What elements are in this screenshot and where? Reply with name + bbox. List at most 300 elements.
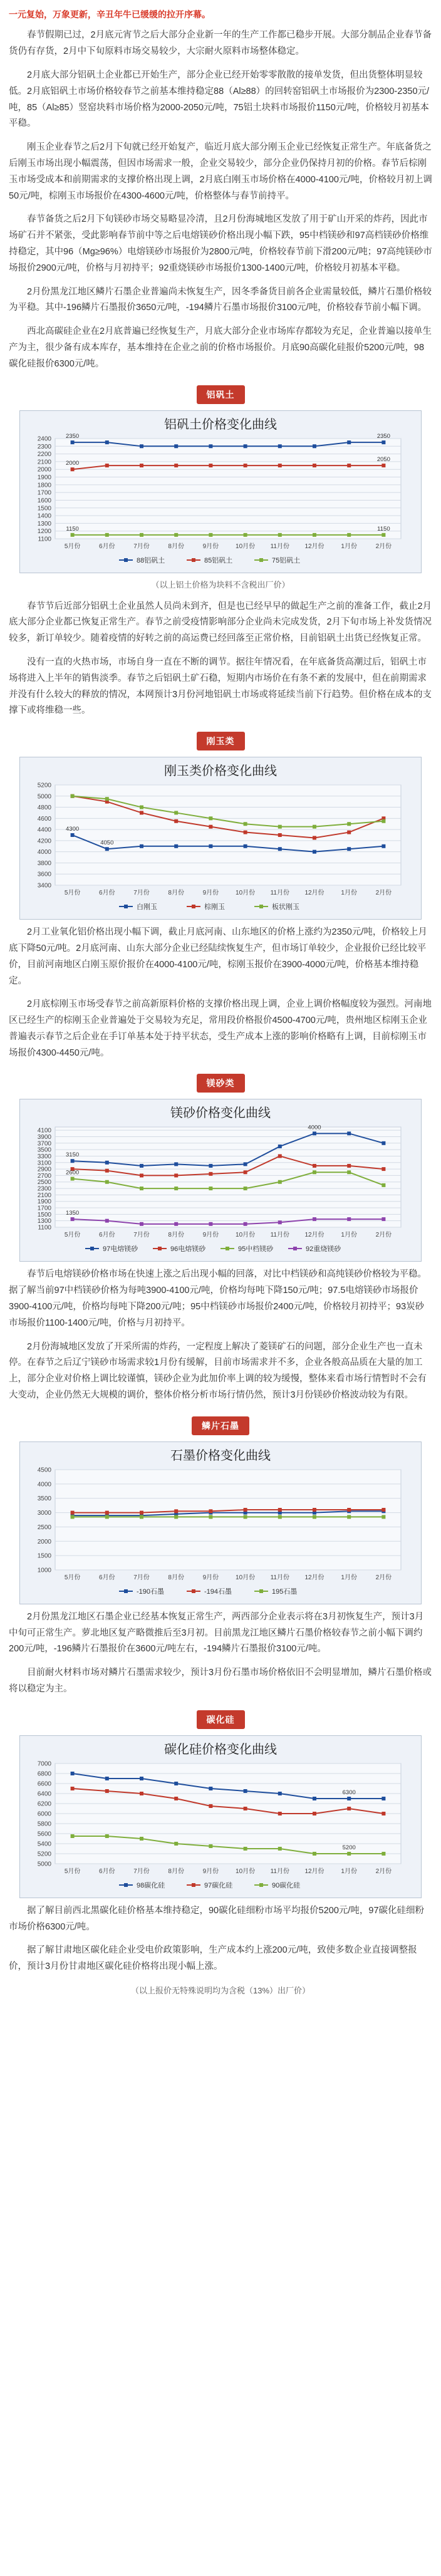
data-point — [381, 1183, 385, 1187]
legend-label: 95中档镁砂 — [238, 1245, 274, 1254]
data-point — [209, 1164, 212, 1168]
data-point — [105, 1510, 109, 1514]
chart-note: （以上铝土价格为块料不含税出厂价） — [151, 579, 290, 589]
data-point — [105, 1834, 109, 1838]
x-tick-label: 2月份 — [375, 543, 392, 550]
y-tick-label: 1500 — [37, 1212, 51, 1219]
y-tick-label: 3400 — [37, 882, 51, 890]
legend-label: 92重烧镁砂 — [306, 1245, 341, 1254]
data-point — [278, 833, 282, 837]
data-point — [140, 1837, 143, 1841]
price-chart-2 — [20, 757, 421, 919]
data-point — [71, 1510, 75, 1514]
y-tick-label: 5000 — [37, 793, 51, 801]
data-label: 6300 — [342, 1789, 356, 1796]
legend-marker — [124, 1883, 128, 1887]
legend-label: 90碳化硅 — [272, 1881, 301, 1889]
legend-marker — [124, 905, 128, 908]
data-point — [105, 1180, 109, 1184]
section-tag: 铝矾土 — [197, 385, 245, 404]
data-point — [347, 1132, 351, 1136]
x-tick-label: 11月份 — [270, 543, 289, 550]
legend-label: 195石墨 — [272, 1587, 298, 1596]
data-point — [313, 1132, 316, 1136]
legend-label: 75铝矾土 — [272, 556, 301, 564]
x-tick-label: 12月份 — [304, 890, 324, 897]
data-point — [140, 444, 143, 448]
data-point — [140, 1792, 143, 1795]
y-tick-label: 5000 — [37, 1861, 51, 1868]
price-chart-4 — [20, 1442, 421, 1604]
price-chart-5 — [20, 1736, 421, 1898]
data-point — [381, 1797, 385, 1800]
x-tick-label: 5月份 — [64, 543, 81, 550]
data-point — [209, 444, 212, 448]
data-point — [174, 844, 178, 848]
x-tick-label: 5月份 — [64, 1867, 81, 1875]
legend-label: 白刚玉 — [137, 903, 157, 911]
data-point — [105, 532, 109, 536]
data-point — [174, 532, 178, 536]
data-point — [278, 1145, 282, 1148]
x-tick-label: 5月份 — [64, 890, 81, 897]
data-label: 4050 — [100, 839, 114, 847]
x-tick-label: 6月份 — [99, 890, 115, 897]
y-tick-label: 1800 — [37, 481, 51, 489]
data-point — [209, 816, 212, 820]
data-point — [209, 1172, 212, 1176]
x-tick-label: 8月份 — [168, 543, 184, 550]
data-point — [105, 440, 109, 444]
intro-paragraph-5: 2月份黑龙江地区鳞片石墨企业普遍尚未恢复生产，因冬季备货目前各企业需量较低，鳞片石墨价格较为平稳。其中-196鳞片石墨报价3650元/吨，-194鳞片石墨市场报价3100元/吨，价格较春节前小幅下调。 — [9, 286, 432, 313]
data-point — [209, 532, 212, 536]
x-tick-label: 9月份 — [202, 543, 219, 550]
x-tick-label: 8月份 — [168, 1574, 184, 1581]
x-tick-label: 5月份 — [64, 1574, 81, 1581]
data-point — [278, 1515, 282, 1519]
data-point — [71, 1772, 75, 1775]
data-point — [209, 844, 212, 848]
x-tick-label: 11月份 — [270, 1867, 289, 1875]
y-tick-label: 1700 — [37, 1205, 51, 1213]
legend-marker — [124, 558, 128, 562]
section-paragraph: 2月工业氧化铝价格出现小幅下调，截止月底河南、山东地区的价格上涨约为2350元/吨，价格较上月底下降50元/吨。2月底河南、山东大部分企业已经陆续恢复生产，但市场订单较少，企业报价已经比较平价，目前河南地区白刚玉原价报价在4000-4100元/吨，棕刚玉报价在3900-4000元/吨，价格基本维持稳定。 — [9, 927, 427, 986]
x-tick-label: 8月份 — [168, 890, 184, 897]
data-point — [313, 1812, 316, 1815]
y-tick-label: 2100 — [37, 458, 51, 465]
section-tag: 鳞片石墨 — [192, 1416, 249, 1435]
data-point — [174, 819, 178, 823]
data-point — [174, 464, 178, 467]
section-paragraph: 目前耐火材料市场对鳞片石墨需求较少，预计3月份石墨市场价格依旧不会明显增加，鳞片石墨价格或将以稳定为主。 — [9, 1668, 432, 1695]
y-tick-label: 4400 — [37, 826, 51, 834]
data-point — [313, 1508, 316, 1512]
legend-marker — [293, 1247, 297, 1250]
data-point — [278, 1180, 282, 1184]
legend-marker — [192, 1883, 195, 1887]
data-point — [140, 1510, 143, 1514]
data-point — [140, 1222, 143, 1226]
data-point — [71, 467, 75, 471]
data-point — [381, 1218, 385, 1222]
x-tick-label: 11月份 — [270, 1232, 289, 1239]
x-tick-label: 2月份 — [375, 1574, 392, 1581]
data-point — [381, 464, 385, 467]
y-tick-label: 1500 — [37, 504, 51, 512]
data-label: 2000 — [66, 459, 80, 467]
data-point — [71, 1218, 75, 1222]
data-point — [209, 1787, 212, 1790]
data-point — [174, 1222, 178, 1226]
data-point — [313, 850, 316, 854]
y-tick-label: 2400 — [37, 435, 51, 443]
x-tick-label: 7月份 — [133, 1232, 150, 1239]
section-paragraph: 春节节后近部分铝矾土企业虽然人员尚未到齐，但是也已经早早的做起生产之前的准备工作，截止2月底大部分企业都已恢复正常生产。春节之前受疫情影响部分企业尚未完成发货，2月下旬市场上补发货情况较多，新订单较少。随着疫情的好转之前的高运费已经回落至正常价格，目前铝矾土出货已经恢复正常。 — [9, 601, 432, 644]
data-point — [105, 464, 109, 467]
data-point — [278, 1812, 282, 1815]
data-point — [209, 1844, 212, 1848]
data-point — [278, 825, 282, 829]
x-tick-label: 1月份 — [341, 543, 357, 550]
y-tick-label: 1000 — [37, 1567, 51, 1574]
data-point — [347, 1508, 351, 1512]
section-paragraph: 2月底棕刚玉市场受春节之前高新原料价格的支撑价格出现上调，企业上调价格幅度较为强烈。河南地区已经生产的棕刚玉企业普遍处于交易较为充足，常用段价格报价4500-4700元/吨，贵州地区棕刚玉企业普遍表示春节之后企业在手订单基本处于持平状态，受生产成本上涨的影响价格略有上调，目前棕刚玉市场报价4300-4450元/吨。 — [9, 999, 432, 1058]
data-point — [313, 464, 316, 467]
data-point — [71, 1834, 75, 1838]
data-point — [140, 811, 143, 815]
y-tick-label: 5200 — [37, 782, 51, 789]
data-point — [174, 1187, 178, 1191]
chart-container — [19, 1735, 422, 1898]
y-tick-label: 2300 — [37, 1186, 51, 1193]
data-point — [140, 532, 143, 536]
data-point — [278, 1508, 282, 1512]
x-tick-label: 1月份 — [341, 1232, 357, 1239]
data-point — [278, 444, 282, 448]
y-tick-label: 2700 — [37, 1173, 51, 1180]
y-tick-label: 3800 — [37, 860, 51, 868]
chart-container — [19, 410, 422, 573]
data-point — [347, 831, 351, 834]
data-point — [105, 1219, 109, 1223]
data-point — [244, 1515, 247, 1519]
y-tick-label: 2500 — [37, 1179, 51, 1187]
data-point — [381, 1168, 385, 1171]
data-point — [244, 444, 247, 448]
data-point — [347, 532, 351, 536]
x-tick-label: 12月份 — [304, 1574, 324, 1581]
data-point — [347, 1515, 351, 1519]
x-tick-label: 11月份 — [270, 1574, 289, 1581]
x-tick-label: 1月份 — [341, 1867, 357, 1875]
data-point — [244, 822, 247, 826]
data-point — [244, 1789, 247, 1793]
y-tick-label: 2000 — [37, 466, 51, 474]
chart-title: 镁砂价格变化曲线 — [170, 1106, 271, 1121]
x-tick-label: 6月份 — [99, 1867, 115, 1875]
y-tick-label: 4200 — [37, 838, 51, 845]
x-tick-label: 10月份 — [236, 890, 256, 897]
data-point — [174, 1797, 178, 1800]
legend-marker — [124, 1589, 128, 1593]
data-point — [381, 1508, 385, 1512]
data-point — [347, 847, 351, 851]
y-tick-label: 4800 — [37, 804, 51, 812]
y-tick-label: 2900 — [37, 1166, 51, 1174]
section-tag-row — [0, 1074, 441, 1093]
data-point — [105, 797, 109, 801]
intro-paragraph-6: 西北高碳硅企业在2月底普遍已经恢复生产，月底大部分企业市场库存都较为充足，企业普遍以接单生产为主，很少备有成本库存，基本维持在企业之前的价格市场报价。月底90高碳化硅报价5200元/吨，98碳化硅报价6300元/吨。 — [9, 326, 432, 369]
section-tag-row — [0, 1416, 441, 1435]
data-point — [381, 440, 385, 444]
data-point — [244, 464, 247, 467]
data-point — [347, 440, 351, 444]
data-point — [313, 1171, 316, 1175]
data-point — [278, 847, 282, 851]
y-tick-label: 1600 — [37, 497, 51, 504]
plot-area — [55, 439, 401, 539]
legend-marker — [158, 1247, 162, 1250]
data-label: 1150 — [66, 525, 79, 532]
data-point — [105, 1515, 109, 1519]
y-tick-label: 5400 — [37, 1841, 51, 1848]
data-point — [278, 464, 282, 467]
legend-label: 棕刚玉 — [204, 903, 225, 911]
data-point — [105, 1777, 109, 1780]
data-point — [71, 1515, 75, 1519]
y-tick-label: 1100 — [38, 1224, 51, 1232]
y-tick-label: 1300 — [37, 520, 51, 527]
data-point — [209, 1187, 212, 1191]
y-tick-label: 5200 — [37, 1851, 51, 1858]
y-tick-label: 6600 — [37, 1780, 51, 1788]
data-point — [313, 825, 316, 829]
price-chart-3 — [20, 1099, 421, 1261]
data-point — [244, 1508, 247, 1512]
data-label: 2350 — [66, 432, 80, 440]
x-tick-label: 12月份 — [304, 1232, 324, 1239]
x-tick-label: 9月份 — [202, 890, 219, 897]
section-tag: 刚玉类 — [197, 732, 245, 750]
data-point — [174, 1174, 178, 1178]
data-point — [105, 1169, 109, 1173]
intro-paragraph-1: 春节假期已过，2月底元宵节之后大部分企业新一年的生产工作都已稳步开展。大部分制品企业春节备货仍有存货，2月中下旬原料市场交易较少，大宗耐火原料市场整体稳定。 — [9, 30, 432, 57]
x-tick-label: 7月份 — [133, 890, 150, 897]
footer-note: （以上报价无特殊说明均为含税（13%）出厂价） — [130, 1986, 311, 1996]
legend-label: 96电熔镁砂 — [170, 1245, 206, 1254]
data-point — [313, 444, 316, 448]
data-point — [313, 1797, 316, 1800]
data-point — [140, 464, 143, 467]
data-point — [71, 833, 75, 837]
y-tick-label: 2500 — [37, 1524, 51, 1531]
x-tick-label: 1月份 — [341, 890, 357, 897]
data-point — [313, 1218, 316, 1222]
y-tick-label: 6400 — [37, 1790, 51, 1798]
x-tick-label: 10月份 — [236, 1867, 256, 1875]
legend-marker — [192, 1589, 195, 1593]
y-tick-label: 5600 — [37, 1831, 51, 1838]
y-tick-label: 3500 — [37, 1495, 51, 1503]
data-point — [347, 1852, 351, 1856]
data-label: 1150 — [377, 525, 390, 532]
y-tick-label: 6800 — [37, 1770, 51, 1778]
data-point — [140, 1174, 143, 1178]
x-tick-label: 6月份 — [99, 1574, 115, 1581]
data-point — [244, 1807, 247, 1810]
y-tick-label: 3300 — [37, 1153, 51, 1161]
data-point — [105, 1789, 109, 1793]
y-tick-label: 4000 — [37, 849, 51, 856]
x-tick-label: 2月份 — [375, 1867, 392, 1875]
x-tick-label: 6月份 — [99, 1232, 115, 1239]
data-point — [278, 532, 282, 536]
x-tick-label: 10月份 — [236, 1574, 256, 1581]
x-tick-label: 8月份 — [168, 1867, 184, 1875]
chart-container — [19, 1099, 422, 1262]
data-point — [140, 1515, 143, 1519]
data-point — [209, 1509, 212, 1513]
data-point — [140, 1777, 143, 1780]
chart-container — [19, 1441, 422, 1604]
y-tick-label: 4500 — [37, 1467, 51, 1474]
y-tick-label: 1400 — [37, 512, 51, 520]
data-point — [244, 831, 247, 834]
y-tick-label: 7000 — [37, 1760, 51, 1768]
data-point — [209, 464, 212, 467]
section-paragraph: 没有一直的火热市场，市场自身一直在不断的调节。据往年情况看，在年底备货高潮过后，铝矾土市场将进入上半年的销售淡季。春节之后铝矾土矿石稳，短期内市场价在有条不紊的发展中，但在前期需求并没有什么较大的释放的情况，本网预计3月份河地铝矾土市场或将延续当前下行趋势。但价格在成本的支撑下或将维稳一些。 — [9, 657, 432, 716]
chart-title: 石墨价格变化曲线 — [170, 1448, 271, 1463]
y-tick-label: 4600 — [37, 815, 51, 823]
x-tick-label: 2月份 — [375, 890, 392, 897]
data-point — [244, 1847, 247, 1851]
y-tick-label: 2100 — [37, 1192, 51, 1200]
legend-marker — [259, 1883, 263, 1887]
data-label: 4300 — [66, 826, 80, 833]
section-paragraph: 据了解目前西北黑碳化硅价格基本维持稳定，90碳化硅细粉市场平均报价5200元/吨，97碳化硅细粉市场价格6300元/吨。 — [9, 1905, 425, 1932]
y-tick-label: 3100 — [37, 1160, 51, 1167]
price-chart-1 — [20, 411, 421, 573]
data-point — [278, 1155, 282, 1158]
data-point — [381, 1515, 385, 1519]
x-tick-label: 9月份 — [202, 1574, 219, 1581]
data-point — [313, 532, 316, 536]
x-tick-label: 9月份 — [202, 1867, 219, 1875]
data-point — [313, 1164, 316, 1168]
data-label: 2350 — [376, 432, 390, 440]
legend-marker — [226, 1247, 229, 1250]
y-tick-label: 3500 — [37, 1147, 51, 1155]
intro-section — [0, 28, 441, 372]
chart-container — [19, 757, 422, 920]
data-point — [381, 1812, 385, 1815]
legend-marker — [192, 905, 195, 908]
data-point — [105, 1161, 109, 1165]
chart-title: 刚玉类价格变化曲线 — [164, 764, 277, 779]
y-tick-label: 1500 — [37, 1552, 51, 1560]
data-point — [381, 1852, 385, 1856]
section-paragraph: 2月份黑龙江地区石墨企业已经基本恢复正常生产，两西部分企业表示将在3月初恢复生产，预计3月中旬可正常生产。萝北地区复产略微推后至3月初。目前黑龙江地区鳞片石墨价格较春节之前小幅下调约200元/吨，-196鳞片石墨报价在3600元/吨左右，-194鳞片石墨报价3100元/吨。 — [9, 1611, 424, 1654]
intro-paragraph-4: 春节备货之后2月下旬镁砂市场交易略显冷清，且2月份海城地区发放了用于矿山开采的炸药，因此市场矿石并不紧张，受此影响春节前中等之后电熔镁砂价格出现小幅下跌，95中档镁砂和97高档镁砂价格维持稳定，其中96（Mg≥96%）电熔镁砂市场报价为2800元/吨，价格较春节前下滑200元/吨；97高纯镁砂市场报价2900元/吨，价格与月初持平；92重烧镁砂市场报价1300-1400元/吨，价格较月初基本平稳。 — [9, 214, 432, 273]
y-tick-label: 1900 — [37, 1198, 51, 1206]
data-point — [174, 811, 178, 815]
legend-marker — [192, 558, 195, 562]
data-point — [347, 464, 351, 467]
data-point — [71, 794, 75, 798]
legend-marker — [90, 1247, 94, 1250]
legend-label: 88铝矾土 — [137, 556, 165, 564]
x-tick-label: 12月份 — [304, 543, 324, 550]
data-label: 2600 — [66, 1170, 80, 1177]
x-tick-label: 12月份 — [304, 1867, 324, 1875]
data-point — [71, 1160, 75, 1163]
data-label: 3150 — [66, 1151, 80, 1159]
x-tick-label: 7月份 — [133, 1867, 150, 1875]
legend-label: 97电熔镁砂 — [103, 1245, 138, 1254]
data-point — [381, 819, 385, 823]
data-point — [174, 1509, 178, 1513]
data-point — [347, 1171, 351, 1175]
data-point — [347, 1807, 351, 1810]
y-tick-label: 6200 — [37, 1800, 51, 1808]
x-tick-label: 11月份 — [270, 890, 289, 897]
intro-paragraph-3: 刚玉企业春节之后2月下旬就已经开始复产，临近月底大部分刚玉企业已经恢复正常生产。年底备货之后刚玉市场出现小幅震荡，但因市场需求一般，企业交易较少，部分企业仍保持月初的价格。春节后棕刚玉市场受成本和前期需求的支撑价格出现上调，2月底白刚玉市场价格在4000-4100元/吨，价格较月初上调50元/吨，棕刚玉市场报价在4300-4600元/吨，价格整体与春节前持平。 — [9, 142, 432, 201]
data-point — [244, 532, 247, 536]
x-tick-label: 1月份 — [341, 1574, 357, 1581]
legend-marker — [259, 905, 263, 908]
y-tick-label: 1100 — [38, 536, 51, 543]
data-point — [71, 1177, 75, 1181]
y-tick-label: 2300 — [37, 443, 51, 450]
legend-label: 85铝矾土 — [204, 556, 233, 564]
data-point — [140, 806, 143, 809]
x-tick-label: 5月份 — [64, 1232, 81, 1239]
data-point — [278, 1847, 282, 1851]
data-point — [313, 1852, 316, 1856]
data-label: 1350 — [66, 1210, 80, 1217]
data-label: 5200 — [342, 1844, 356, 1851]
data-point — [347, 1164, 351, 1168]
legend-label: 板状刚玉 — [272, 903, 299, 911]
data-point — [71, 1787, 75, 1790]
data-point — [244, 1163, 247, 1166]
y-tick-label: 3600 — [37, 871, 51, 878]
intro-paragraph-2: 2月底大部分铝矾土企业都已开始生产，部分企业已经开始零零散散的接单发货，但出货整体明显较低。2月底铝矾土市场价格较春节之前基本维持稳定88（Al≥88）的回转窑铝矾土市场报价为2300-2350元/吨，85（Al≥85）竖窑块料市场价格为2000-2050元/吨，75铝土块料市场报价1150元/吨，价格较月初基本平稳。 — [9, 70, 430, 129]
article-subtitle: 一元复始，万象更新，辛丑年牛已缓缓的拉开序幕。 — [9, 9, 210, 19]
y-tick-label: 1300 — [37, 1218, 51, 1225]
y-tick-label: 2200 — [37, 450, 51, 458]
y-tick-label: 2000 — [37, 1538, 51, 1545]
data-label: 2050 — [376, 455, 390, 463]
data-point — [174, 1782, 178, 1785]
chart-title: 碳化硅价格变化曲线 — [164, 1742, 277, 1757]
data-point — [381, 532, 385, 536]
y-tick-label: 4100 — [37, 1128, 51, 1135]
legend-marker — [259, 558, 263, 562]
x-tick-label: 9月份 — [202, 1232, 219, 1239]
y-tick-label: 3700 — [37, 1140, 51, 1148]
chart-title: 铝矾土价格变化曲线 — [164, 417, 277, 432]
data-point — [174, 444, 178, 448]
y-tick-label: 5800 — [37, 1820, 51, 1828]
data-point — [140, 1164, 143, 1168]
legend-label: 97碳化硅 — [204, 1881, 233, 1889]
data-point — [381, 1141, 385, 1145]
data-point — [174, 1163, 178, 1166]
data-point — [347, 1797, 351, 1800]
section-paragraph: 2月份海城地区发放了开采所需的炸药，一定程度上解决了菱镁矿石的问题，部分企业生产也一直未停。在春节之后辽宁镁砂市场需求较1月份有缓解，目前市场需求并不多，企业各般高品质在大量的加工上，部分企业对价格上调比较谨慎，镁砂企业为此加价率上调的较为缓慢，整体来看市场行情暂时不会有大变动，企业仍然无大规模的调价，整体价格分析市场行情仍然，预计3月份镁砂价格波动较为有限。 — [9, 1341, 427, 1401]
y-tick-label: 1900 — [37, 474, 51, 481]
